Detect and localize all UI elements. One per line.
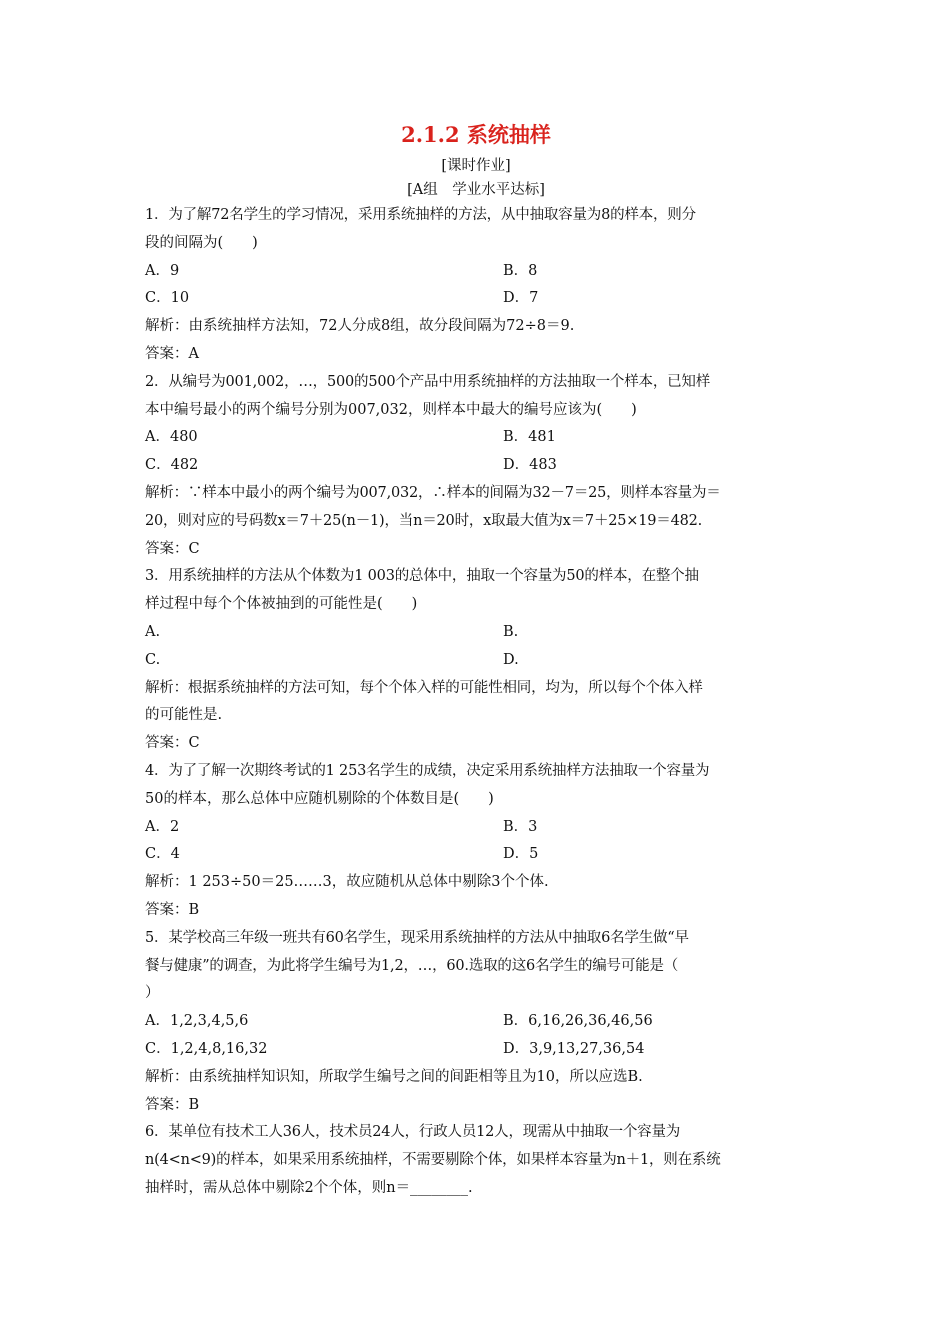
q2-stem-line2: 本中编号最小的两个编号分别为007,032，则样本中最大的编号应该为( ) — [145, 401, 637, 418]
q2-analysis-line2: 20，则对应的号码数x＝7＋25(n－1)，当n＝20时，x取最大值为x＝7＋25×19＝482. — [145, 512, 703, 529]
q5-option-d: D．3,9,13,27,36,54 — [503, 1040, 645, 1057]
q3-stem-line1: 3．用系统抽样的方法从个体数为1 003的总体中，抽取一个容量为50的样本，在整个抽 — [145, 568, 699, 585]
q5-options-row2 — [145, 1036, 807, 1064]
q4-option-a: A．2 — [145, 818, 180, 835]
q5-option-c: C．1,2,4,8,16,32 — [145, 1040, 268, 1057]
q4-options-row2 — [145, 841, 807, 869]
q1-answer: 答案：A — [145, 345, 199, 362]
q4-option-d: D．5 — [503, 846, 539, 863]
q1-option-d: D．7 — [503, 290, 539, 307]
q1-options-row2 — [145, 285, 807, 313]
q1-options-row1 — [145, 258, 807, 286]
q1-stem-line1: 1．为了解72名学生的学习情况，采用系统抽样的方法，从中抽取容量为8的样本，则分 — [145, 207, 696, 223]
q4-analysis: 解析：1 253÷50＝25……3，故应随机从总体中剔除3个个体. — [145, 874, 549, 891]
q1-stem-line2: 段的间隔为( ) — [145, 234, 258, 251]
q2-options-row2 — [145, 452, 807, 480]
q5-options-row1 — [145, 1008, 807, 1036]
q4-option-c: C．4 — [145, 846, 180, 863]
q5-answer: 答案：B — [145, 1096, 200, 1113]
q3-answer: 答案：C — [145, 735, 200, 752]
doc-subtitle-homework: [课时作业] — [441, 158, 511, 174]
q2-option-b: B．481 — [503, 429, 556, 446]
q1-option-b: B．8 — [503, 262, 538, 279]
q3-option-c: C. — [145, 651, 161, 668]
q5-stem-line1: 5．某学校高三年级一班共有60名学生，现采用系统抽样的方法从中抽取6名学生做“早 — [145, 929, 689, 946]
q2-option-c: C．482 — [145, 457, 199, 474]
q5-option-a: A．1,2,3,4,5,6 — [145, 1013, 249, 1030]
document-page — [145, 118, 807, 1203]
q4-answer: 答案：B — [145, 901, 200, 918]
q2-option-a: A．480 — [145, 429, 198, 446]
q1-option-c: C．10 — [145, 290, 190, 307]
q3-analysis-line1: 解析：根据系统抽样的方法可知，每个个体入样的可能性相同，均为，所以每个个体入样 — [145, 679, 703, 696]
q3-options-row1 — [145, 619, 807, 647]
q6-stem-line3: 抽样时，需从总体中剔除2个个体，则n＝________. — [145, 1179, 473, 1196]
q5-analysis: 解析：由系统抽样知识知，所取学生编号之间的间距相等且为10，所以应选B. — [145, 1068, 643, 1085]
q3-analysis-line2: 的可能性是. — [145, 707, 223, 724]
q5-stem-line2: 餐与健康”的调查，为此将学生编号为1,2，…，60.选取的这6名学生的编号可能是（ — [145, 957, 679, 974]
q2-analysis-line1: 解析：∵样本中最小的两个编号为007,032，∴样本的间隔为32－7＝25，则样本容量为＝ — [145, 484, 721, 501]
q2-options-row1 — [145, 424, 807, 452]
doc-title: 2.1.2 系统抽样 — [401, 122, 551, 147]
q2-option-d: D．483 — [503, 457, 557, 474]
q3-option-b: B. — [503, 623, 519, 640]
q3-option-a: A. — [145, 623, 161, 640]
q4-options-row1 — [145, 814, 807, 842]
q5-option-b: B．6,16,26,36,46,56 — [503, 1013, 653, 1030]
q3-options-row2 — [145, 647, 807, 675]
q4-option-b: B．3 — [503, 818, 538, 835]
q6-stem-line1: 6．某单位有技术工人36人，技术员24人，行政人员12人，现需从中抽取一个容量为 — [145, 1124, 681, 1141]
q3-stem-line2: 样过程中每个个体被抽到的可能性是( ) — [145, 596, 418, 613]
q6-stem-line2: n(4<n<9)的样本，如果采用系统抽样，不需要剔除个体，如果样本容量为n＋1，则在系统 — [145, 1152, 721, 1169]
q1-option-a: A．9 — [145, 262, 180, 279]
q5-stem-line3: ） — [145, 985, 160, 1002]
q2-stem-line1: 2．从编号为001,002，…，500的500个产品中用系统抽样的方法抽取一个样本，已知样 — [145, 373, 711, 390]
q3-option-d: D. — [503, 651, 519, 668]
q2-answer: 答案：C — [145, 540, 200, 557]
q1-analysis: 解析：由系统抽样方法知，72人分成8组，故分段间隔为72÷8＝9. — [145, 318, 575, 335]
doc-subtitle-group: [A组 学业水平达标] — [407, 182, 545, 198]
q4-stem-line1: 4．为了了解一次期终考试的1 253名学生的成绩，决定采用系统抽样方法抽取一个容量为 — [145, 762, 710, 779]
q4-stem-line2: 50的样本，那么总体中应随机剔除的个体数目是( ) — [145, 790, 494, 807]
